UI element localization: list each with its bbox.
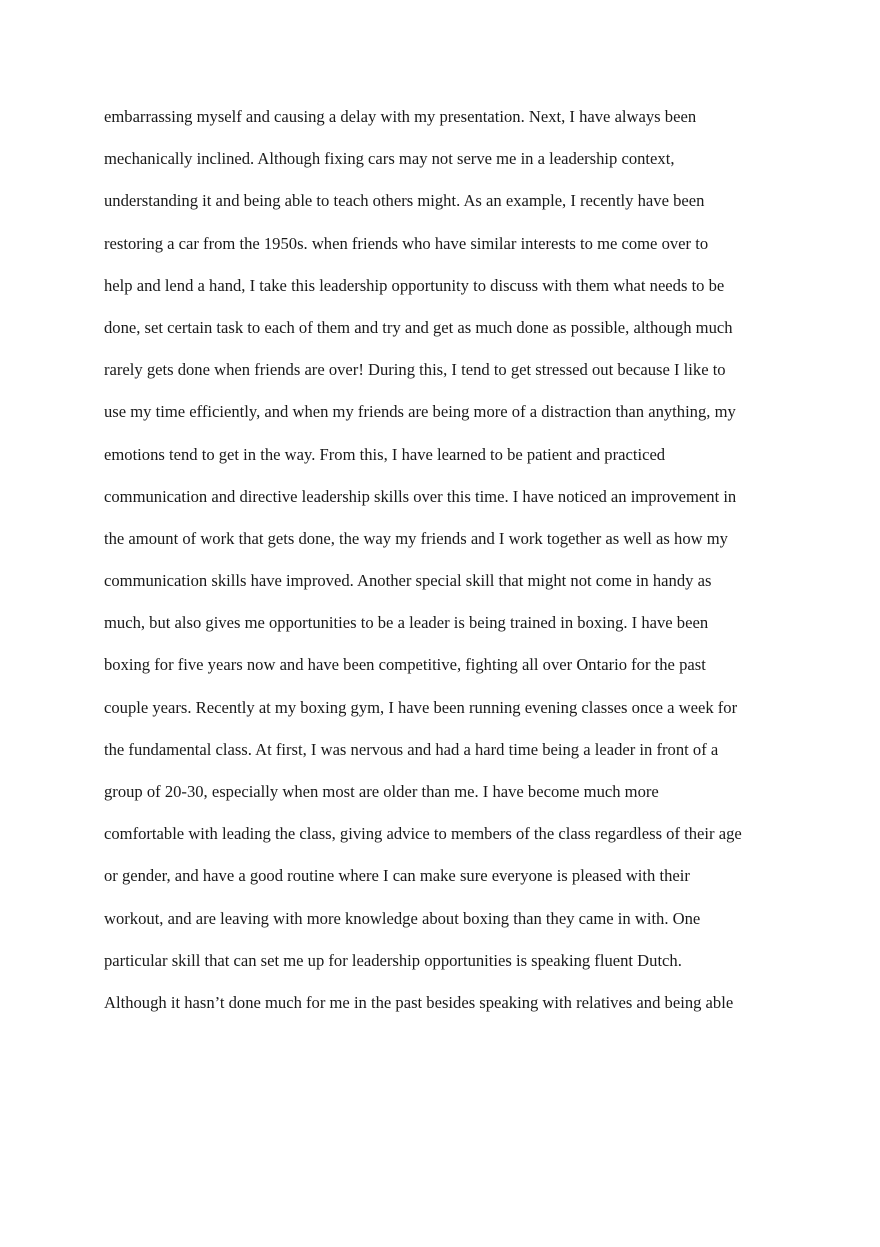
text-line: group of 20-30, especially when most are older than me. I have become much more — [104, 782, 659, 801]
text-line: the amount of work that gets done, the way my friends and I work together as well as how my — [104, 528, 728, 548]
essay-paragraph — [104, 104, 784, 1032]
text-line: workout, and are leaving with more knowledge about boxing than they came in with. One — [104, 908, 701, 928]
text-line: particular skill that can set me up for leadership opportunities is speaking fluent Dutch. — [104, 950, 682, 970]
text-line: rarely gets done when friends are over! During this, I tend to get stressed out because I like to — [104, 360, 726, 380]
text-line: restoring a car from the 1950s. when friends who have similar interests to me come over to — [104, 233, 709, 253]
text-line: communication skills have improved. Another special skill that might not come in handy as — [104, 571, 712, 591]
text-line: comfortable with leading the class, giving advice to members of the class regardless of their age — [104, 824, 742, 844]
text-line: use my time efficiently, and when my friends are being more of a distraction than anything, my — [104, 402, 736, 422]
text-line: help and lend a hand, I take this leadership opportunity to discuss with them what needs to be — [104, 275, 725, 295]
text-line: couple years. Recently at my boxing gym, I have been running evening classes once a week for — [104, 697, 738, 717]
text-line: mechanically inclined. Although fixing cars may not serve me in a leadership context, — [104, 149, 675, 169]
text-line: much, but also gives me opportunities to be a leader is being trained in boxing. I have been — [104, 613, 709, 633]
text-line: communication and directive leadership skills over this time. I have noticed an improvement in — [104, 486, 737, 506]
text-line: boxing for five years now and have been competitive, fighting all over Ontario for the past — [104, 655, 706, 675]
text-line: or gender, and have a good routine where I can make sure everyone is pleased with their — [104, 866, 690, 886]
text-line: understanding it and being able to teach others might. As an example, I recently have been — [104, 191, 705, 211]
text-line: emotions tend to get in the way. From this, I have learned to be patient and practiced — [104, 444, 666, 464]
text-line: Although it hasn’t done much for me in the past besides speaking with relatives and being able — [104, 992, 734, 1012]
text-line: the fundamental class. At first, I was nervous and had a hard time being a leader in front of a — [104, 739, 719, 759]
text-line: done, set certain task to each of them and try and get as much done as possible, although much — [104, 317, 733, 337]
text-line: embarrassing myself and causing a delay with my presentation. Next, I have always been — [104, 107, 697, 126]
